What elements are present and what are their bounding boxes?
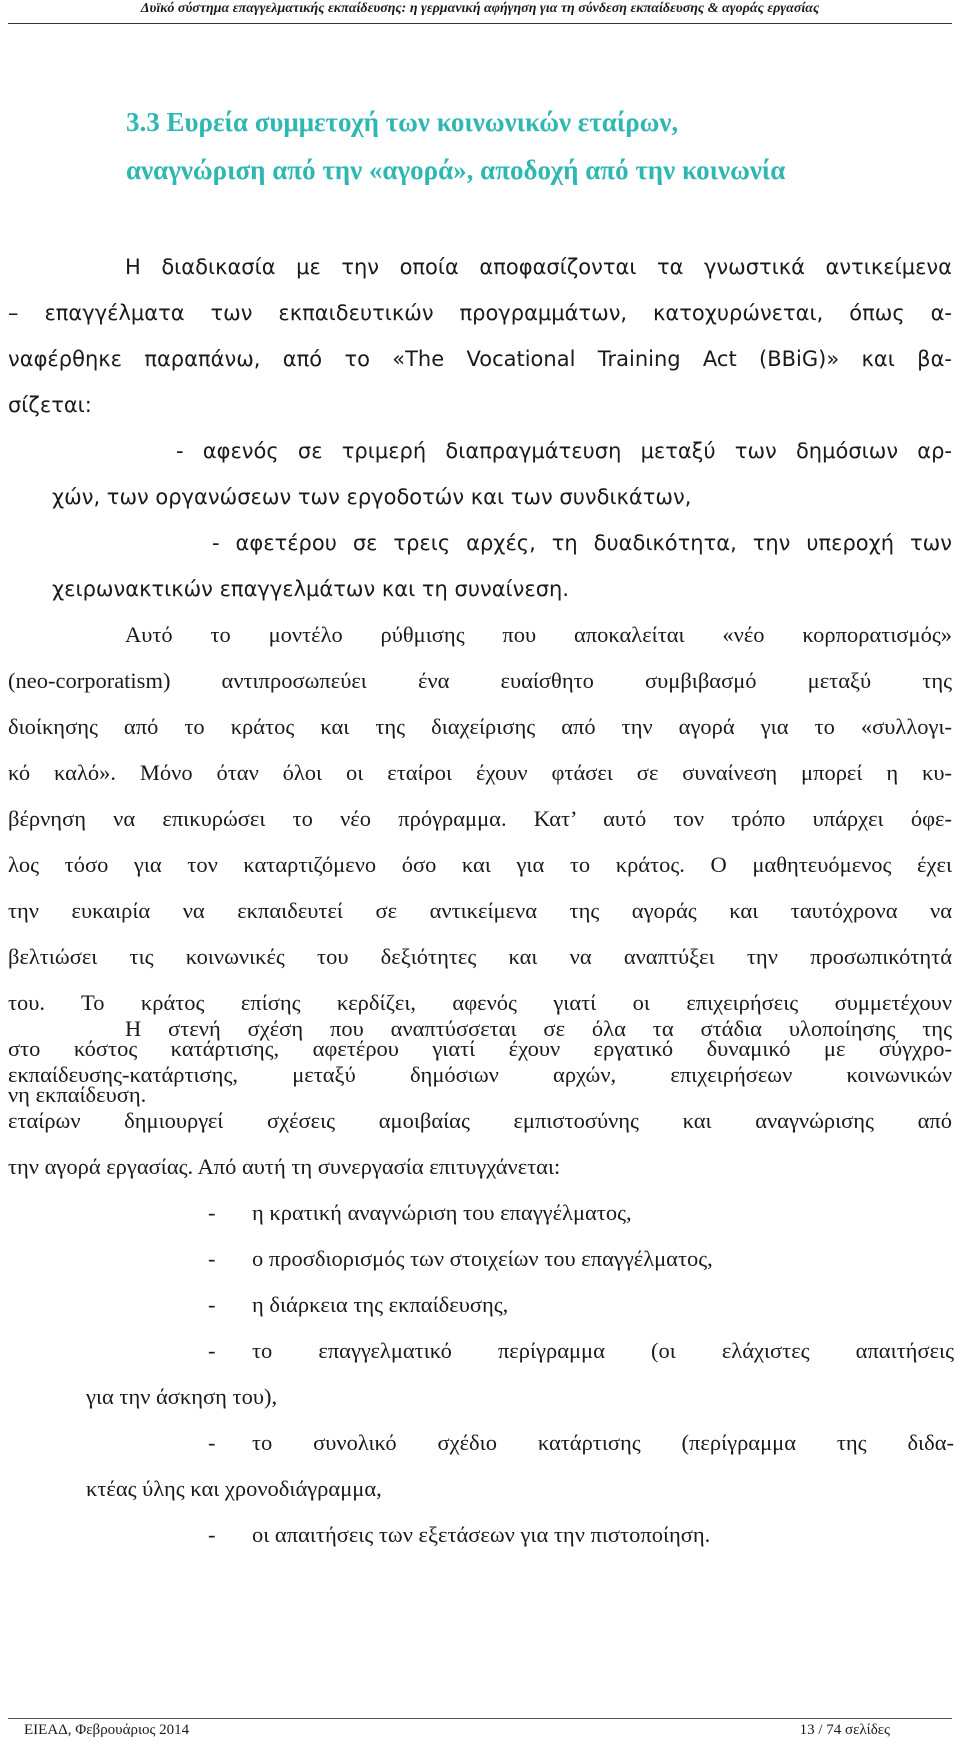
list-item-text: η κρατική αναγνώριση του επαγγέλματος, bbox=[252, 1200, 632, 1225]
list-item-text: η διάρκεια της εκπαίδευσης, bbox=[252, 1292, 509, 1317]
paragraph-relationship bbox=[8, 1006, 952, 1190]
text-line: την ευκαιρία να εκπαιδευτεί σε αντικείμενα της αγοράς και ταυτόχρονα να bbox=[8, 898, 952, 923]
text-line: (neo-corporatism) αντιπροσωπεύει ένα ευαίσθητο συμβιβασμό μεταξύ της bbox=[8, 668, 952, 693]
text-line: - αφετέρου σε τρεις αρχές, τη δυαδικότητα, την υπεροχή των bbox=[212, 531, 952, 555]
list-item-text: ο προσδιορισμός των στοιχείων του επαγγέλματος, bbox=[252, 1246, 713, 1271]
list-item-text: το συνολικό σχέδιο κατάρτισης (περίγραμμα της διδα- bbox=[252, 1430, 954, 1455]
text-line: στο κόστος κατάρτισης, αφετέρου γιατί έχουν εργατικό δυναμικό με σύγχρο- bbox=[8, 1036, 952, 1061]
paragraph-intro bbox=[8, 244, 952, 428]
section-heading bbox=[126, 98, 785, 194]
text-line: Αυτό το μοντέλο ρύθμισης που αποκαλείται «νέο κορπορατισμός» bbox=[125, 622, 952, 647]
text-line: λος τόσο για τον καταρτιζόμενο όσο και για το κράτος. Ο μαθητευόμενος έχει bbox=[8, 852, 952, 877]
text-line: – επαγγέλματα των εκπαιδευτικών προγραμμάτων, κατοχυρώνεται, όπως α- bbox=[8, 301, 952, 325]
achievements-list bbox=[0, 1190, 960, 1558]
text-line: ναφέρθηκε παραπάνω, από το «The Vocational Training Act (BBiG)» και βα- bbox=[8, 347, 952, 371]
text-line: την αγορά εργασίας. Από αυτή τη συνεργασία επιτυγχάνεται: bbox=[8, 1154, 561, 1179]
text-line: βελτιώσει τις κοινωνικές του δεξιότητες και να αναπτύξει την προσωπικότητά bbox=[8, 944, 952, 969]
text-line: νη εκπαίδευση. bbox=[8, 1082, 147, 1107]
text-line: Η διαδικασία με την οποία αποφασίζονται τα γνωστικά αντικείμενα bbox=[125, 255, 952, 279]
heading-line: αναγνώριση από την «αγορά», αποδοχή από την κοινωνία bbox=[126, 155, 786, 185]
list-item bbox=[0, 1420, 960, 1512]
list-dash: - bbox=[208, 1522, 216, 1547]
list-dash: - bbox=[208, 1200, 216, 1225]
list-item-continuation: κτέας ύλης και χρονοδιάγραμμα, bbox=[86, 1476, 382, 1501]
text-line: Η στενή σχέση που αναπτύσσεται σε όλα τα στάδια υλοποίησης της bbox=[125, 1016, 952, 1041]
text-line: εκπαίδευσης-κατάρτισης, μεταξύ δημόσιων αρχών, επιχειρήσεων κοινωνικών bbox=[8, 1062, 952, 1087]
list-item-text: το επαγγελματικό περίγραμμα (οι ελάχιστες απαιτήσεις bbox=[252, 1338, 954, 1363]
list-item bbox=[0, 1282, 960, 1328]
header-rule bbox=[8, 23, 952, 24]
footer-page-number: 13 / 74 σελίδες bbox=[799, 1722, 890, 1738]
text-line: βέρνηση να επικυρώσει το νέο πρόγραμμα. Κατ’ αυτό τον τρόπο υπάρχει όφε- bbox=[8, 806, 952, 831]
text-line: χειρωνακτικών επαγγελμάτων και τη συναίνεση. bbox=[52, 577, 570, 601]
running-header: Δυϊκό σύστημα επαγγελματικής εκπαίδευσης: η γερμανική αφήγηση για τη σύνδεση εκπαίδευσης & αγοράς εργασίας bbox=[140, 1, 820, 16]
list-dash: - bbox=[208, 1430, 216, 1455]
paragraph-points bbox=[52, 428, 952, 612]
text-line: σίζεται: bbox=[8, 393, 92, 417]
list-item-continuation: για την άσκηση του), bbox=[86, 1384, 278, 1409]
list-item bbox=[0, 1236, 960, 1282]
list-item bbox=[0, 1328, 960, 1420]
list-item bbox=[0, 1190, 960, 1236]
text-line: κό καλό». Μόνο όταν όλοι οι εταίροι έχουν φτάσει σε συναίνεση μπορεί η κυ- bbox=[8, 760, 952, 785]
footer-publisher-date: ΕΙΕΑΔ, Φεβρουάριος 2014 bbox=[24, 1722, 190, 1738]
list-dash: - bbox=[208, 1292, 216, 1317]
text-line: - αφενός σε τριμερή διαπραγμάτευση μεταξύ των δημόσιων αρ- bbox=[176, 439, 952, 463]
list-item-text: οι απαιτήσεις των εξετάσεων για την πιστοποίηση. bbox=[252, 1522, 711, 1547]
text-line: εταίρων δημιουργεί σχέσεις αμοιβαίας εμπιστοσύνης και αναγνώρισης από bbox=[8, 1108, 952, 1133]
heading-line: 3.3 Ευρεία συμμετοχή των κοινωνικών εταίρων, bbox=[126, 107, 679, 137]
text-line: διοίκησης από το κράτος και της διαχείρισης από την αγορά για το «συλλογι- bbox=[8, 714, 952, 739]
text-line: του. Το κράτος επίσης κερδίζει, αφενός γιατί οι επιχειρήσεις συμμετέχουν bbox=[8, 990, 952, 1015]
list-dash: - bbox=[208, 1338, 216, 1363]
list-item bbox=[0, 1512, 960, 1558]
footer-rule bbox=[8, 1718, 952, 1719]
list-dash: - bbox=[208, 1246, 216, 1271]
text-line: χών, των οργανώσεων των εργοδοτών και των συνδικάτων, bbox=[52, 485, 692, 509]
